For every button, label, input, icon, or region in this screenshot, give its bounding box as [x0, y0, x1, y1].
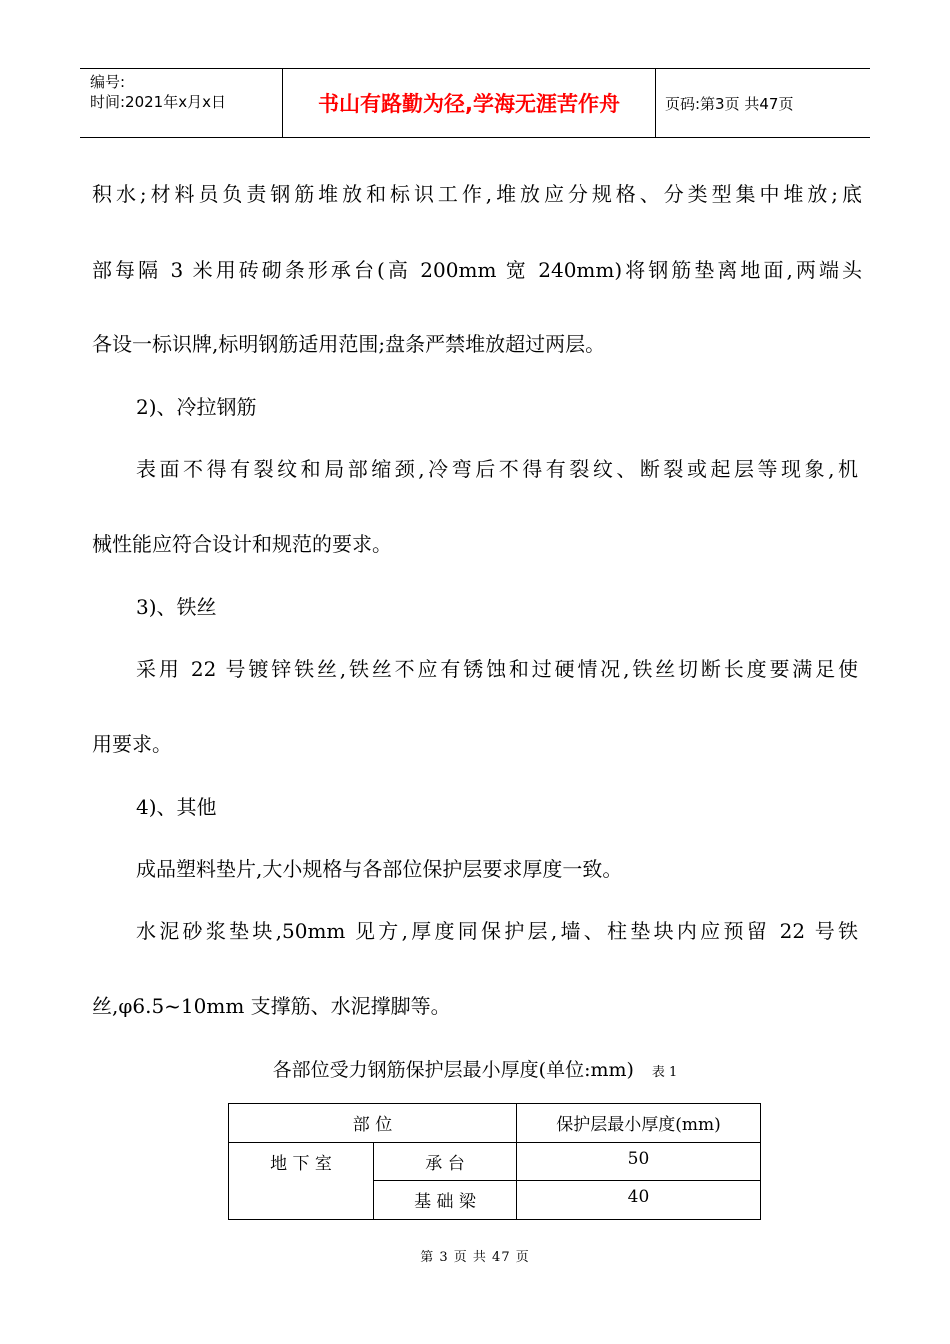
para-line-3: 各设一标识牌,标明钢筋适用范围;盘条严禁堆放超过两层。	[92, 332, 606, 356]
table-group-basement: 地 下 室	[270, 1154, 332, 1174]
table-cell-value: 50	[627, 1149, 650, 1169]
para-4-line-3: 丝,φ6.5~10mm 支撑筋、水泥撑脚等。	[92, 994, 451, 1018]
para-4-line-2: 水泥砂浆垫块,50mm 见方,厚度同保护层,墙、柱垫块内应预留 22 号铁	[136, 919, 858, 943]
para-line-1: 积水;材料员负责钢筋堆放和标识工作,堆放应分规格、分类型集中堆放;底	[92, 182, 862, 206]
page-footer: 第 3 页 共 47 页	[420, 1250, 530, 1265]
table-header-thickness: 保护层最小厚度(mm)	[556, 1115, 721, 1135]
para-3-line-2: 用要求。	[92, 732, 172, 756]
page-header	[80, 68, 870, 138]
doc-number-label: 编号:	[90, 73, 126, 91]
table-caption	[0, 1055, 950, 1082]
section-heading-4: 4)、其他	[136, 795, 217, 819]
header-meta	[80, 69, 282, 137]
time-label: 时间:2021年x月x日	[90, 93, 226, 111]
cover-thickness-table	[228, 1103, 761, 1220]
section-heading-2: 2)、冷拉钢筋	[136, 395, 257, 419]
para-line-2: 部每隔 3 米用砖砌条形承台(高 200mm 宽 240mm)将钢筋垫离地面,两端头	[92, 258, 862, 282]
table-rule-row	[373, 1180, 760, 1181]
table-cell-part: 承 台	[425, 1154, 465, 1174]
table-cell-value: 40	[627, 1187, 650, 1207]
header-motto: 书山有路勤为径,学海无涯苦作舟	[282, 69, 656, 137]
para-3-line-1: 采用 22 号镀锌铁丝,铁丝不应有锈蚀和过硬情况,铁丝切断长度要满足使	[136, 657, 858, 681]
table-caption-text: 各部位受力钢筋保护层最小厚度(单位:mm)	[272, 1059, 634, 1081]
table-rule-header	[229, 1142, 760, 1143]
header-page-info: 页码:第3页 共47页	[665, 94, 794, 113]
para-2-line-2: 械性能应符合设计和规范的要求。	[92, 532, 392, 556]
para-4-line-1: 成品塑料垫片,大小规格与各部位保护层要求厚度一致。	[136, 857, 623, 881]
section-heading-3: 3)、铁丝	[136, 595, 217, 619]
table-cell-part: 基 础 梁	[414, 1192, 476, 1212]
table-tag: 表 1	[651, 1065, 678, 1080]
para-2-line-1: 表面不得有裂纹和局部缩颈,冷弯后不得有裂纹、断裂或起层等现象,机	[136, 457, 858, 481]
table-header-part: 部 位	[352, 1115, 393, 1135]
